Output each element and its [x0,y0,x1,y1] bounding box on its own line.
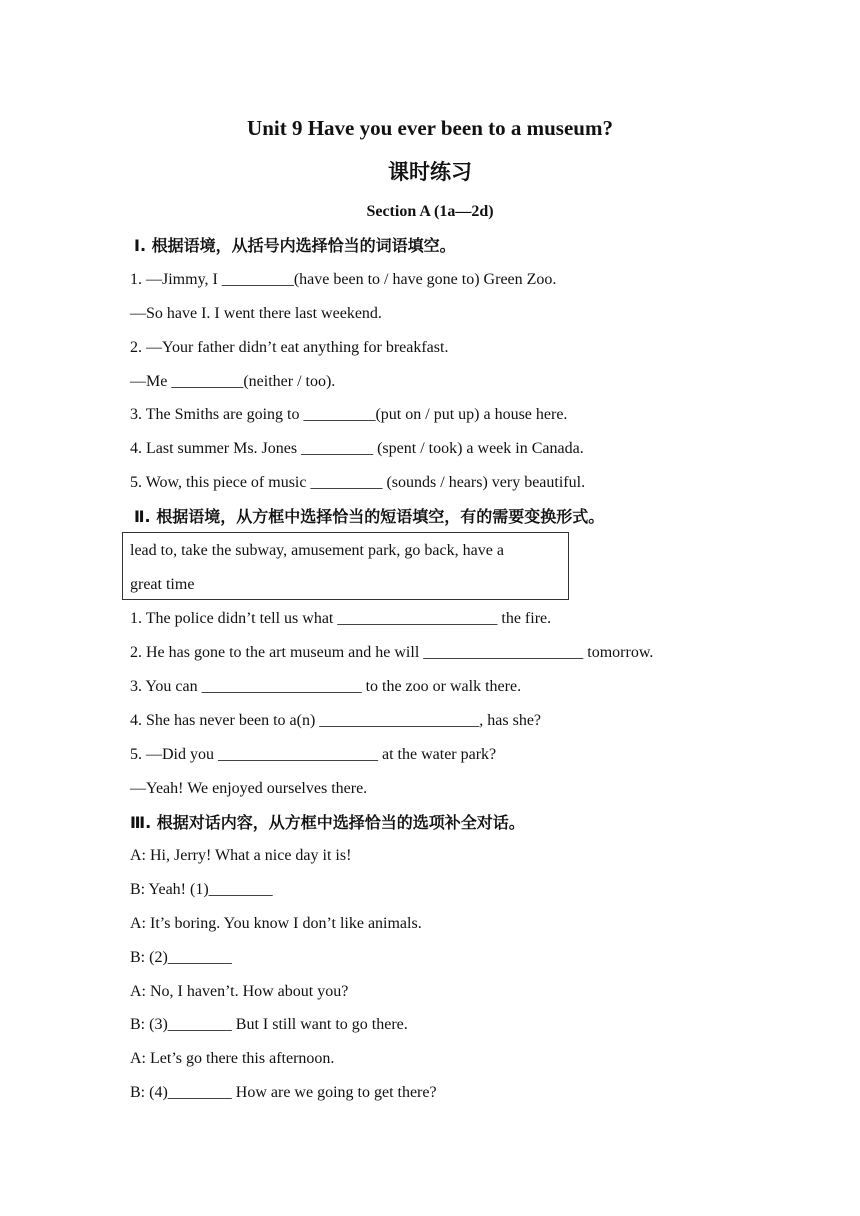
part2-line-4: 4. She has never been to a(n) ____________________, has she? [130,712,542,729]
part1-line-5: 3. The Smiths are going to _________(put on / put up) a house here. [130,406,568,423]
part3-line-1: A: Hi, Jerry! What a nice day it is! [130,847,352,864]
part3-line-4: B: (2)________ [130,949,232,966]
part3-line-2: B: Yeah! (1)________ [130,881,273,898]
part1-line-4: —Me _________(neither / too). [130,373,336,390]
part2-line-2: 2. He has gone to the art museum and he will ____________________ tomorrow. [130,644,654,661]
part2-line-1: 1. The police didn’t tell us what ____________________ the fire. [130,610,552,627]
part3-line-6: B: (3)________ But I still want to go there. [130,1016,408,1033]
part3-heading: Ⅲ. 根据对话内容，从方框中选择恰当的选项补全对话。 [130,813,525,832]
part3-line-8: B: (4)________ How are we going to get there? [130,1084,437,1101]
phrase-box-line-2: great time [130,576,195,593]
part1-line-1: 1. —Jimmy, I _________(have been to / have gone to) Green Zoo. [130,271,557,288]
part1-heading: Ⅰ. 根据语境，从括号内选择恰当的词语填空。 [134,236,456,255]
worksheet-title: Unit 9 Have you ever been to a museum? [247,116,613,140]
section-label: Section A (1a—2d) [366,203,494,220]
part2-heading: Ⅱ. 根据语境，从方框中选择恰当的短语填空，有的需要变换形式。 [134,507,605,526]
part1-line-2: —So have I. I went there last weekend. [130,305,382,322]
part1-line-6: 4. Last summer Ms. Jones _________ (spent / took) a week in Canada. [130,440,584,457]
part3-line-5: A: No, I haven’t. How about you? [130,983,349,1000]
phrase-box-line-1: lead to, take the subway, amusement park, go back, have a [130,542,504,559]
part1-line-7: 5. Wow, this piece of music _________ (sounds / hears) very beautiful. [130,474,586,491]
part1-line-3: 2. —Your father didn’t eat anything for breakfast. [130,339,449,356]
part3-line-7: A: Let’s go there this afternoon. [130,1050,335,1067]
part3-line-3: A: It’s boring. You know I don’t like animals. [130,915,422,932]
worksheet-subtitle: 课时练习 [388,160,472,184]
part2-line-5: 5. —Did you ____________________ at the water park? [130,746,497,763]
part2-line-6: —Yeah! We enjoyed ourselves there. [130,780,368,797]
part2-line-3: 3. You can ____________________ to the zoo or walk there. [130,678,522,695]
